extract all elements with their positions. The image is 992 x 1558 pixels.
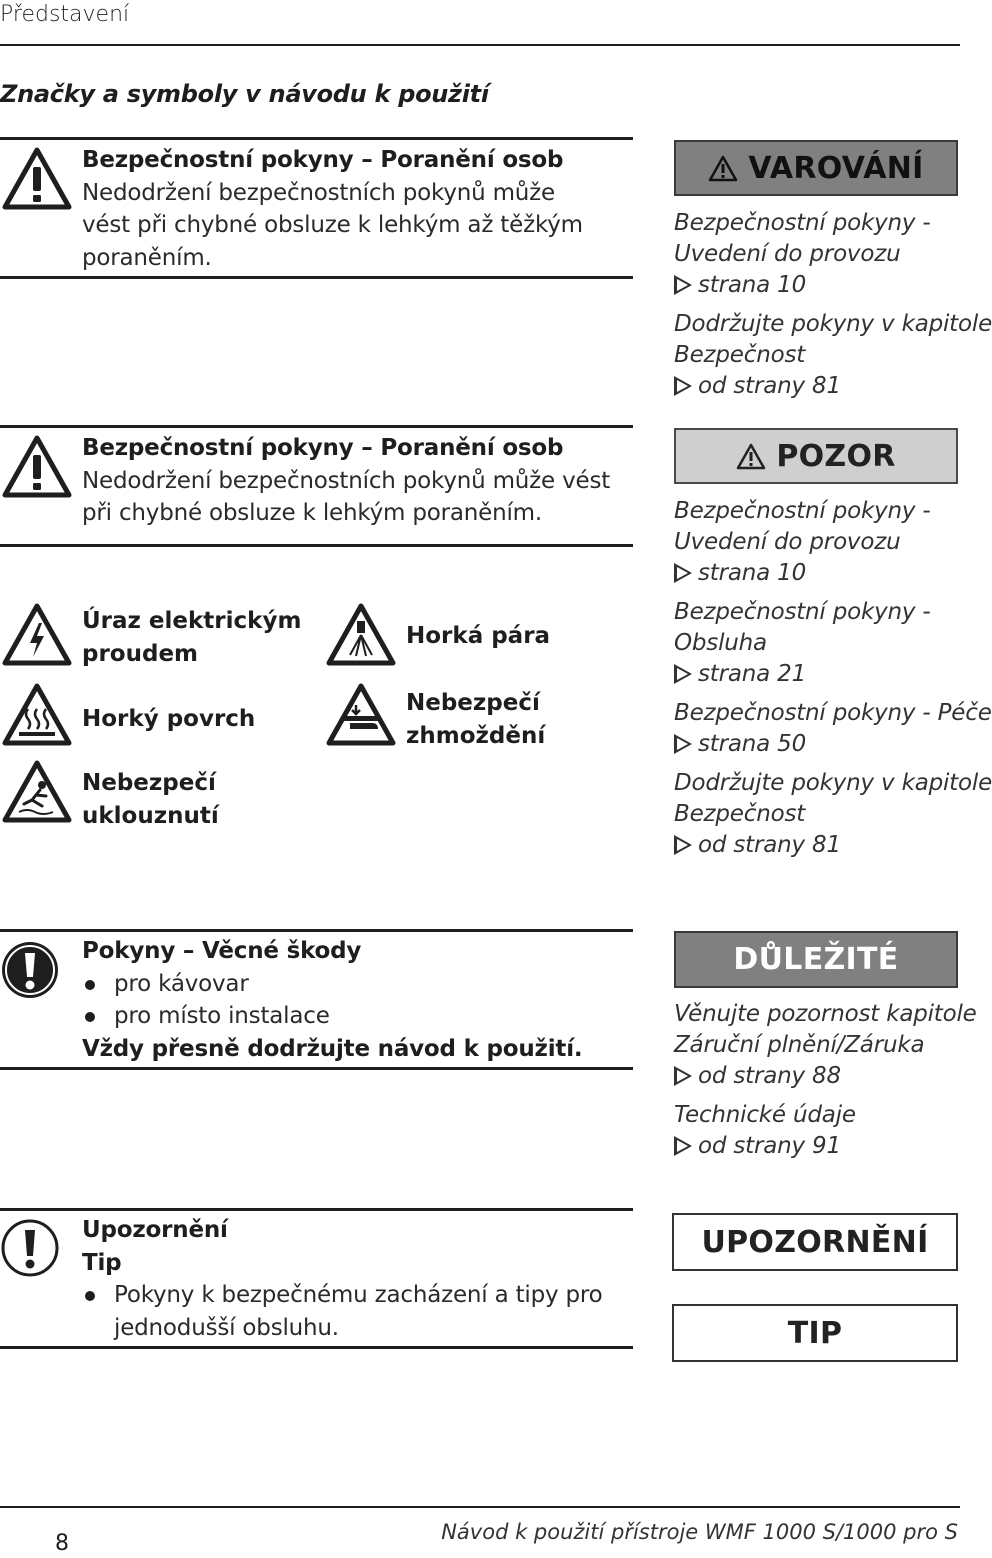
- page-ref: [674, 830, 992, 861]
- header-rule: [0, 44, 960, 46]
- block1-title: Bezpečnostní pokyny – Poranění osob: [82, 147, 564, 173]
- tip-label: TIP: [787, 1315, 843, 1351]
- hot-steam-icon: [326, 603, 396, 667]
- page-ref: [674, 270, 992, 301]
- list-item: pro místo instalace: [82, 1000, 582, 1033]
- pozor-box: [674, 428, 958, 484]
- pozor-line: Dodržujte pokyny v kapitole: [674, 770, 992, 796]
- dulezite-line: Technické údaje: [674, 1102, 856, 1128]
- varovani-text: [674, 208, 992, 402]
- page-ref-text: strana 10: [698, 272, 807, 298]
- page-ref-text: strana 50: [698, 731, 807, 757]
- page-number: 8: [55, 1531, 69, 1556]
- varovani-line: Bezpečnost: [674, 342, 806, 368]
- pozor-line: Bezpečnost: [674, 801, 806, 827]
- section-header: Představení: [0, 2, 130, 27]
- block2-title: Bezpečnostní pokyny – Poranění osob: [82, 435, 564, 461]
- block2-line: při chybné obsluze k lehkým poraněním.: [82, 500, 542, 526]
- page-ref: [674, 1131, 977, 1162]
- dulezite-line: Věnujte pozornost kapitole: [674, 1001, 977, 1027]
- arrow-right-icon: [674, 275, 692, 295]
- block1-bottom-rule: [0, 276, 633, 279]
- block3-bullet-list: [82, 968, 582, 1033]
- dulezite-line: Záruční plnění/Záruka: [674, 1032, 925, 1058]
- page-ref: [674, 558, 992, 589]
- arrow-right-icon: [674, 664, 692, 684]
- exclamation-outline-icon: [0, 1218, 60, 1278]
- footer-title: Návod k použití přístroje WMF 1000 S/1000 pro S: [441, 1520, 958, 1544]
- pozor-line: Obsluha: [674, 630, 767, 656]
- page-ref-text: od strany 88: [698, 1063, 841, 1089]
- block2-bottom-rule: [0, 544, 633, 547]
- electric-shock-icon: [2, 603, 72, 667]
- block3-title: Pokyny – Věcné škody: [82, 938, 362, 964]
- varovani-line: Uvedení do provozu: [674, 241, 901, 267]
- warning-triangle-icon: [2, 147, 72, 211]
- hazard-crush-line: Nebezpečí: [406, 690, 540, 716]
- page-ref-text: od strany 81: [698, 373, 841, 399]
- exclamation-circle-icon: [0, 940, 60, 1000]
- hazard-electric-line: proudem: [82, 640, 199, 667]
- dulezite-text: [674, 999, 977, 1162]
- page-heading: Značky a symboly v návodu k použití: [0, 80, 489, 108]
- block4-top-rule: [0, 1208, 633, 1211]
- page-ref: [674, 1061, 977, 1092]
- block4-subtitle: Tip: [82, 1249, 122, 1276]
- block4-bullet-list: [82, 1279, 603, 1312]
- block1-line: Nedodržení bezpečnostních pokynů může: [82, 179, 556, 206]
- warning-triangle-icon: [2, 435, 72, 499]
- page-ref: [674, 371, 992, 402]
- block2-text: [82, 432, 610, 530]
- list-item: Pokyny k bezpečnému zacházení a tipy pro: [82, 1279, 603, 1312]
- hot-surface-icon: [2, 683, 72, 747]
- block3-top-rule: [0, 929, 633, 932]
- hazard-electric-line: Úraz elektrickým: [82, 608, 302, 634]
- arrow-right-icon: [674, 376, 692, 396]
- arrow-right-icon: [674, 563, 692, 583]
- varovani-line: Dodržujte pokyny v kapitole: [674, 311, 992, 337]
- block4-continuation: jednodušší obsluhu.: [114, 1314, 339, 1341]
- hazard-electric: [82, 605, 301, 670]
- upozorneni-label: UPOZORNĚNÍ: [701, 1224, 929, 1260]
- warning-small-icon: [708, 155, 738, 182]
- hazard-slip: [82, 767, 219, 832]
- pozor-text: [674, 496, 992, 861]
- page-ref-text: od strany 91: [698, 1133, 841, 1159]
- varovani-box: [674, 140, 958, 196]
- page-ref: [674, 729, 992, 760]
- arrow-right-icon: [674, 734, 692, 754]
- page-ref-text: strana 10: [698, 560, 807, 586]
- block4-bottom-rule: [0, 1346, 633, 1349]
- dulezite-box: [674, 931, 958, 988]
- hazard-slip-line: Nebezpečí: [82, 770, 216, 796]
- hazard-crush-line: zhmoždění: [406, 722, 546, 749]
- dulezite-label: DŮLEŽITÉ: [733, 942, 899, 977]
- list-item: pro kávovar: [82, 968, 582, 1001]
- pozor-line: Bezpečnostní pokyny - Péče: [674, 700, 992, 726]
- arrow-right-icon: [674, 835, 692, 855]
- page-ref-text: od strany 81: [698, 832, 841, 858]
- block1-line: vést při chybné obsluze k lehkým až těžkým: [82, 212, 583, 238]
- pozor-line: Bezpečnostní pokyny -: [674, 498, 931, 524]
- block2-line: Nedodržení bezpečnostních pokynů může vést: [82, 467, 611, 494]
- arrow-right-icon: [674, 1066, 692, 1086]
- block1-text: [82, 144, 583, 274]
- varovani-label: VAROVÁNÍ: [748, 150, 924, 186]
- upozorneni-box: [672, 1213, 958, 1271]
- block3-closing: Vždy přesně dodržujte návod k použití.: [82, 1035, 583, 1062]
- varovani-line: Bezpečnostní pokyny -: [674, 210, 931, 236]
- pozor-label: POZOR: [776, 438, 896, 474]
- page-ref: [674, 659, 992, 690]
- block3-bottom-rule: [0, 1067, 633, 1070]
- block1-top-rule: [0, 137, 633, 140]
- footer-rule: [0, 1506, 960, 1508]
- hazard-crush: [406, 687, 545, 752]
- slip-hazard-icon: [2, 760, 72, 824]
- hazard-slip-line: uklouznutí: [82, 802, 219, 829]
- hazard-hot-surface: Horký povrch: [82, 706, 256, 732]
- tip-box: [672, 1304, 958, 1362]
- crush-hazard-icon: [326, 683, 396, 747]
- pozor-line: Bezpečnostní pokyny -: [674, 599, 931, 625]
- block4-title: Upozornění: [82, 1217, 228, 1243]
- warning-small-icon: [736, 443, 766, 470]
- block2-top-rule: [0, 425, 633, 428]
- page-ref-text: strana 21: [698, 661, 807, 687]
- block4-text: [82, 1214, 603, 1344]
- block1-line: poraněním.: [82, 244, 212, 271]
- pozor-line: Uvedení do provozu: [674, 529, 901, 555]
- arrow-right-icon: [674, 1136, 692, 1156]
- hazard-steam: Horká pára: [406, 623, 551, 649]
- block3-text: [82, 935, 582, 1065]
